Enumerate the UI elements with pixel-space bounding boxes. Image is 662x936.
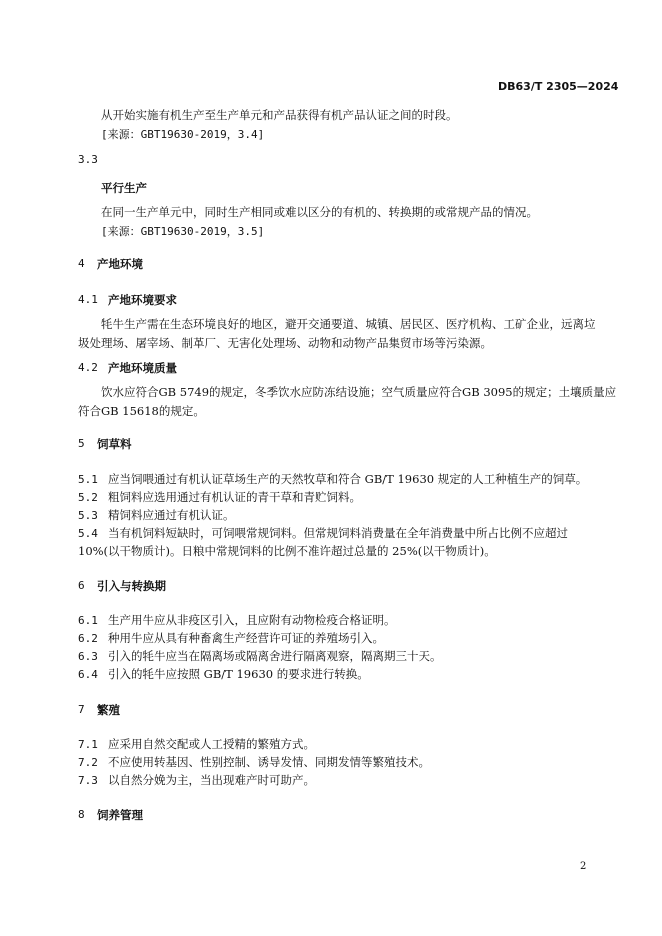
clause-number-3-3: 3.3 <box>78 153 98 166</box>
clause-text-5-3: 精饲料应通过有机认证。 <box>108 508 235 522</box>
clause-text-6-4: 引入的牦牛应按照 GB/T 19630 的要求进行转换。 <box>108 667 369 681</box>
clause-text-5-4-continued: 10%(以干物质计)。日粮中常规饲料的比例不准许超过总量的 25%(以干物质计)。 <box>78 544 496 558</box>
clause-number-5-2: 5.2 <box>78 491 98 504</box>
section-title-8: 饲养管理 <box>97 808 143 822</box>
paragraph-4-1-line2: 圾处理场、屠宰场、制革厂、无害化处理场、动物和动物产品集贸市场等污染源。 <box>78 336 492 350</box>
clause-text-5-2: 粗饲料应选用通过有机认证的青干草和青贮饲料。 <box>108 490 361 504</box>
section-number-4: 4 <box>78 257 85 270</box>
clause-text-6-3: 引入的牦牛应当在隔离场或隔离舍进行隔离观察，隔离期三十天。 <box>108 649 442 663</box>
clause-text-7-2: 不应使用转基因、性别控制、诱导发情、同期发情等繁殖技术。 <box>108 755 430 769</box>
clause-text-7-3: 以自然分娩为主，当出现难产时可助产。 <box>108 773 315 787</box>
clause-text-6-1: 生产用牛应从非疫区引入，且应附有动物检疫合格证明。 <box>108 613 396 627</box>
clause-number-5-1: 5.1 <box>78 473 98 486</box>
clause-number-6-2: 6.2 <box>78 632 98 645</box>
term-definition-3-3: 在同一生产单元中，同时生产相同或难以区分的有机的、转换期的或常规产品的情况。 <box>101 205 538 219</box>
section-number-6: 6 <box>78 579 85 592</box>
term-title-3-3: 平行生产 <box>101 181 147 195</box>
clause-number-7-1: 7.1 <box>78 738 98 751</box>
page-number: 2 <box>580 861 587 872</box>
clause-text-7-1: 应采用自然交配或人工授精的繁殖方式。 <box>108 737 315 751</box>
section-title-7: 繁殖 <box>97 703 120 717</box>
paragraph-4-2-line2: 符合GB 15618的规定。 <box>78 404 205 418</box>
paragraph-4-2-line1: 饮水应符合GB 5749的规定，冬季饮水应防冻结设施；空气质量应符合GB 3095的规定；土壤质量应 <box>101 385 617 399</box>
term-source-3-2: [来源：GBT19630-2019，3.4] <box>101 128 265 141</box>
section-title-6: 引入与转换期 <box>97 579 166 593</box>
clause-number-5-3: 5.3 <box>78 509 98 522</box>
clause-number-4-1: 4.1 <box>78 293 98 306</box>
clause-number-5-4: 5.4 <box>78 527 98 540</box>
section-number-7: 7 <box>78 703 85 716</box>
clause-number-7-3: 7.3 <box>78 774 98 787</box>
document-code: DB63/T 2305—2024 <box>498 80 619 93</box>
clause-text-5-4: 当有机饲料短缺时，可饲喂常规饲料。但常规饲料消费量在全年消费量中所占比例不应超过 <box>108 526 568 540</box>
clause-number-4-2: 4.2 <box>78 361 98 374</box>
section-title-5: 饲草料 <box>97 437 132 451</box>
clause-title-4-1: 产地环境要求 <box>108 293 177 307</box>
paragraph-4-1-line1: 牦牛生产需在生态环境良好的地区，避开交通要道、城镇、居民区、医疗机构、工矿企业，远离垃 <box>101 317 596 331</box>
clause-number-6-1: 6.1 <box>78 614 98 627</box>
clause-number-7-2: 7.2 <box>78 756 98 769</box>
section-number-5: 5 <box>78 437 85 450</box>
term-source-3-3: [来源：GBT19630-2019，3.5] <box>101 225 265 238</box>
section-number-8: 8 <box>78 808 85 821</box>
clause-title-4-2: 产地环境质量 <box>108 361 177 375</box>
clause-text-5-1: 应当饲喂通过有机认证草场生产的天然牧草和符合 GB/T 19630 规定的人工种植生产的饲草。 <box>108 472 588 486</box>
clause-number-6-4: 6.4 <box>78 668 98 681</box>
term-definition-3-2: 从开始实施有机生产至生产单元和产品获得有机产品认证之间的时段。 <box>101 108 458 122</box>
clause-text-6-2: 种用牛应从具有种畜禽生产经营许可证的养殖场引入。 <box>108 631 384 645</box>
clause-number-6-3: 6.3 <box>78 650 98 663</box>
section-title-4: 产地环境 <box>97 257 143 271</box>
